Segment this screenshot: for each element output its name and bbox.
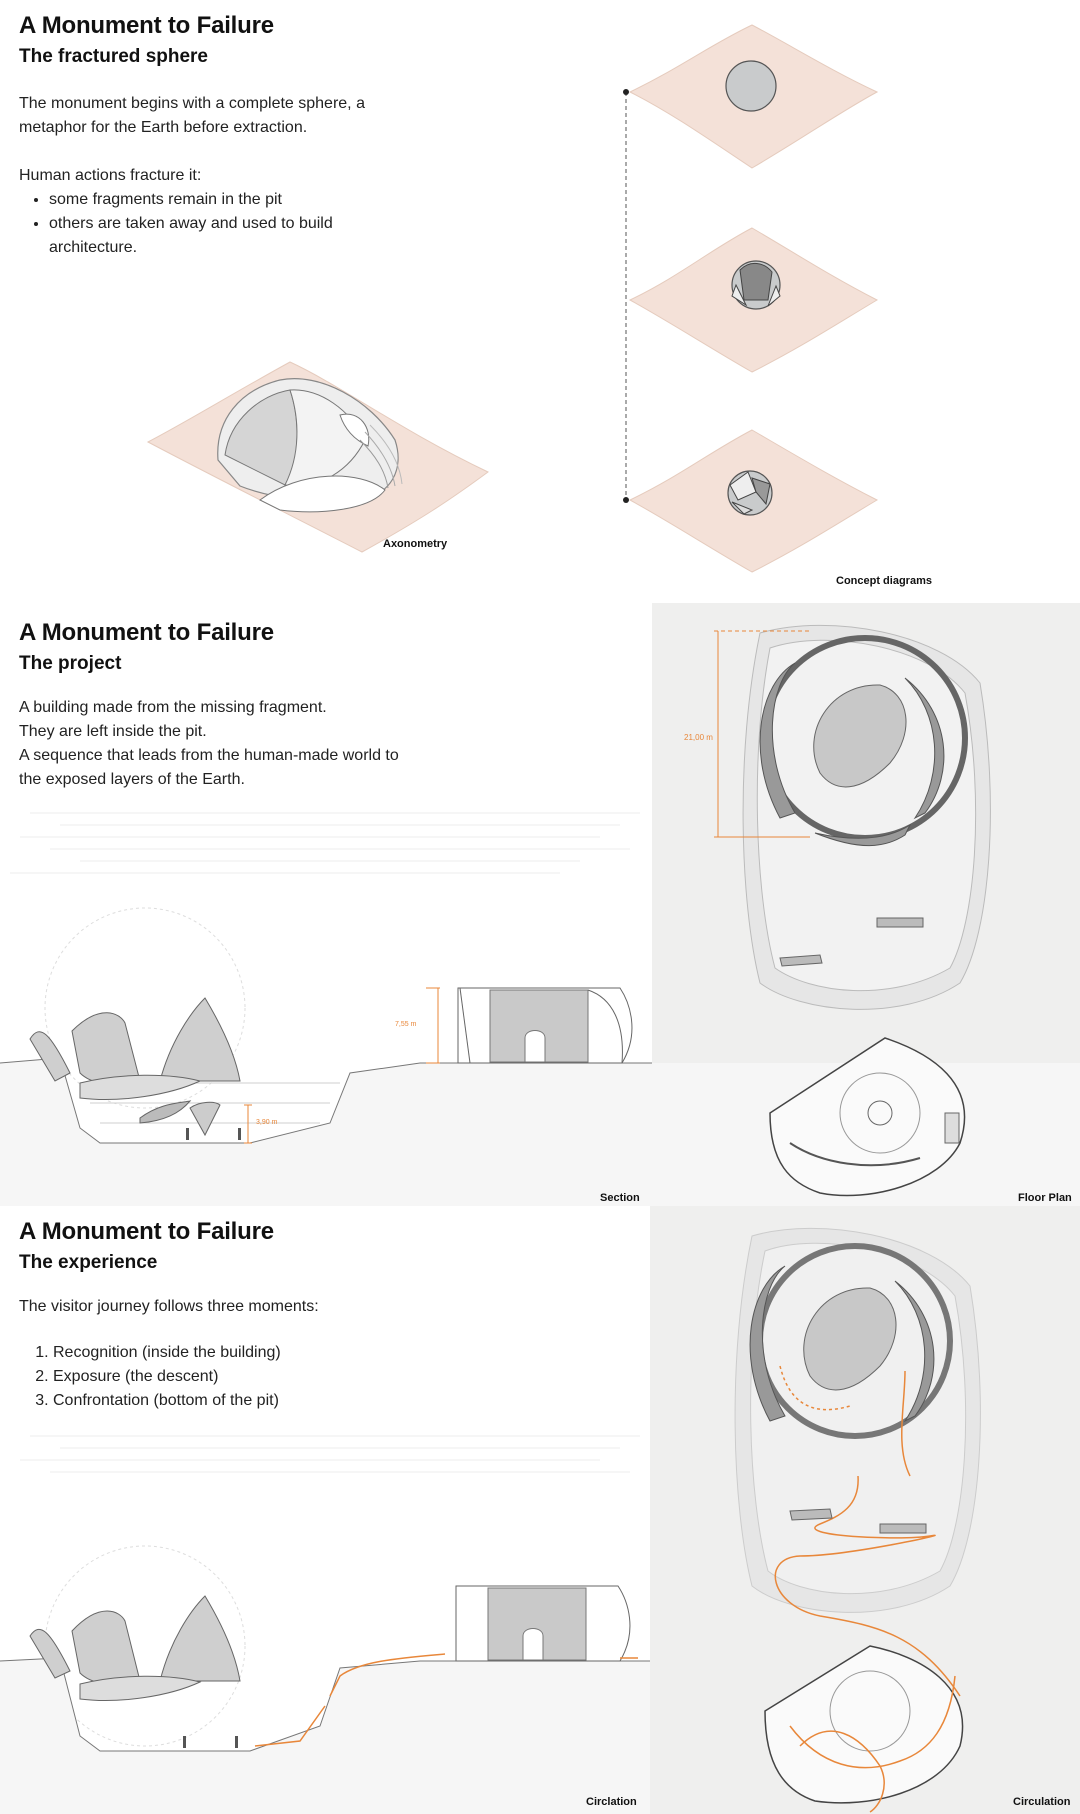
dimension-plan: 21,00 m	[684, 733, 713, 742]
body-line: The monument begins with a complete sphere, a	[19, 95, 365, 112]
body-line: the exposed layers of the Earth.	[19, 771, 245, 788]
panel-title: A Monument to Failure	[19, 12, 274, 39]
circulation-plan	[0, 1206, 1080, 1814]
step-item: 2. Exposure (the descent)	[53, 1365, 439, 1389]
body-line: metaphor for the Earth before extraction.	[19, 119, 308, 136]
dimension-building: 7,55 m	[395, 1021, 417, 1028]
step-item: 3. Confrontation (bottom of the pit)	[53, 1389, 439, 1413]
body-line: They are left inside the pit.	[19, 723, 207, 740]
panel-subtitle: The fractured sphere	[19, 46, 208, 67]
concept-diagrams	[0, 0, 1080, 603]
panel-subtitle: The project	[19, 653, 122, 674]
caption-circlation: Circlation	[586, 1796, 637, 1808]
body-line: Human actions fracture it:	[19, 167, 202, 184]
caption-circulation: Circulation	[1013, 1796, 1071, 1808]
body-line: The visitor journey follows three moments:	[19, 1298, 319, 1315]
dimension-pit: 3,90 m	[256, 1119, 278, 1126]
step-item: 1. Recognition (inside the building)	[53, 1341, 439, 1365]
caption-floor-plan: Floor Plan	[1018, 1192, 1072, 1204]
panel-project	[0, 603, 1080, 1206]
caption-concept-diagrams: Concept diagrams	[836, 575, 932, 587]
floor-plan-drawing	[0, 603, 1080, 1206]
body-line: A building made from the missing fragment.	[19, 699, 327, 716]
caption-axonometry: Axonometry	[383, 538, 448, 550]
panel-subtitle: The experience	[19, 1252, 158, 1273]
panel-title: A Monument to Failure	[19, 1218, 274, 1245]
panel-fractured-sphere	[0, 0, 1080, 603]
body-line: A sequence that leads from the human-made world to	[19, 747, 399, 764]
caption-section: Section	[600, 1192, 640, 1204]
panel-experience	[0, 1206, 1080, 1814]
bullet-item: • some fragments remain in the pit	[49, 188, 439, 212]
bullet-item: • others are taken away and used to build architecture.	[49, 212, 439, 260]
panel-title: A Monument to Failure	[19, 619, 274, 646]
